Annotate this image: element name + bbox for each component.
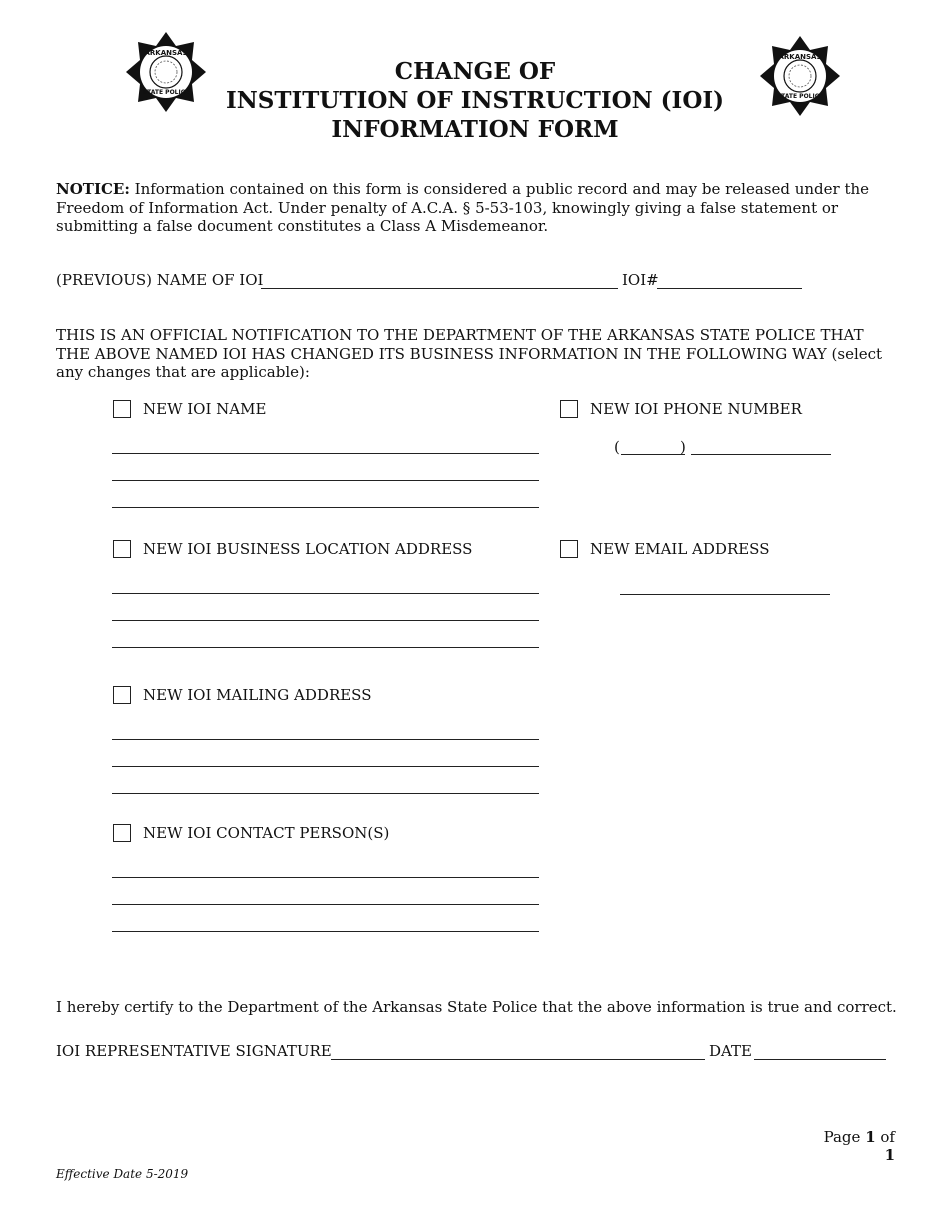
notice-label: NOTICE: [56,180,130,198]
area-code-close-paren: ) [680,438,686,456]
area-code-line[interactable] [621,454,685,455]
previous-name-line[interactable] [261,288,618,289]
business-address-line-3[interactable] [112,647,539,648]
form-title [0,57,950,144]
new-ioi-name-checkbox[interactable] [113,400,131,418]
notice-paragraph [56,180,896,236]
mailing-address-label: NEW IOI MAILING ADDRESS [143,686,372,704]
phone-number-checkbox[interactable] [560,400,578,418]
business-address-line-1[interactable] [112,593,539,594]
page-number [810,1128,895,1164]
certification-text: I hereby certify to the Department of the Arkansas State Police that the above information is true and correct. [56,998,897,1016]
contact-persons-checkbox[interactable] [113,824,131,842]
signature-label: IOI REPRESENTATIVE SIGNATURE [56,1042,332,1060]
contact-persons-label: NEW IOI CONTACT PERSON(S) [143,824,390,842]
svg-text:STATE POLICE: STATE POLICE [776,93,824,100]
svg-text:STATE POLICE: STATE POLICE [142,89,190,96]
official-notification-text: THIS IS AN OFFICIAL NOTIFICATION TO THE DEPARTMENT OF THE ARKANSAS STATE POLICE THAT THE ABOVE NAMED IOI HAS CHANGED ITS BUSINESS INFORMATION IN THE FOLLOWING WAY (select any changes that are applicable): [56,326,883,381]
notice-text: Information contained on this form is considered a public record and may be released under the Freedom of Information Act. Under penalty of A.C.A. § 5-53-103, knowingly giving a false statement or submitting a false document constitutes a Class A Misdemeanor. [56,180,870,235]
business-address-checkbox[interactable] [113,540,131,558]
svg-text:ARKANSAS: ARKANSAS [778,53,822,61]
signature-line[interactable] [331,1059,705,1060]
page-of: of [880,1128,895,1146]
ioi-number-line[interactable] [657,288,802,289]
business-address-line-2[interactable] [112,620,539,621]
ioi-number-label: IOI# [622,271,659,289]
email-address-line[interactable] [620,594,830,595]
mailing-address-line-2[interactable] [112,766,539,767]
page-current: 1 [865,1128,876,1146]
contact-persons-line-2[interactable] [112,904,539,905]
phone-number-line[interactable] [691,454,831,455]
new-name-line-1[interactable] [112,453,539,454]
date-line[interactable] [754,1059,886,1060]
email-address-checkbox[interactable] [560,540,578,558]
svg-text:ARKANSAS: ARKANSAS [144,49,188,57]
new-name-line-3[interactable] [112,507,539,508]
business-address-label: NEW IOI BUSINESS LOCATION ADDRESS [143,540,473,558]
effective-date: Effective Date 5-2019 [56,1167,189,1181]
mailing-address-checkbox[interactable] [113,686,131,704]
title-line-3: INFORMATION FORM [331,116,619,143]
mailing-address-line-3[interactable] [112,793,539,794]
contact-persons-line-1[interactable] [112,877,539,878]
mailing-address-line-1[interactable] [112,739,539,740]
page-prefix: Page [823,1128,861,1146]
phone-number-label: NEW IOI PHONE NUMBER [590,400,802,418]
new-name-line-2[interactable] [112,480,539,481]
new-ioi-name-label: NEW IOI NAME [143,400,267,418]
email-address-label: NEW EMAIL ADDRESS [590,540,770,558]
title-line-1: CHANGE OF [394,58,556,85]
area-code-open-paren: ( [614,438,620,456]
previous-name-label: (PREVIOUS) NAME OF IOI [56,271,264,289]
title-line-2: INSTITUTION OF INSTRUCTION (IOI) [226,87,724,114]
date-label: DATE [709,1042,752,1060]
contact-persons-line-3[interactable] [112,931,539,932]
page-total: 1 [884,1146,895,1164]
